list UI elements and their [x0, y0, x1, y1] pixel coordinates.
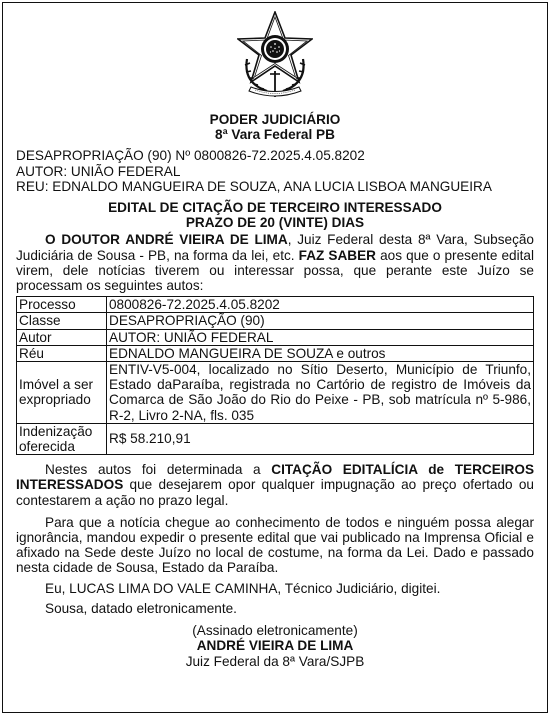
citation-emphasis: CITAÇÃO EDITALÍCIA de TERCEIROS INTERESSADOS	[16, 462, 535, 493]
row-value: ENTIV-V5-004, localizado no Sítio Deserto, Município de Triunfo, Estado daParaíba, registrada no Cartório de registro de Imóveis da Comarca de São João do Rio do Peixe - PB, sob matrícula nº 5-986, R-2, Livro 2-NA, fls. 035	[107, 362, 534, 424]
intro-text-1: , Juiz Federal desta 8ª Vara, Subseção Judiciária de Sousa - PB, na forma da lei, etc.	[16, 232, 534, 263]
case-info	[16, 148, 534, 194]
citation-text-2: que desejarem opor qualquer impugnação ao preço ofertado ou contestarem a ação no prazo legal.	[16, 477, 534, 508]
table-row	[17, 345, 534, 361]
signature-note: (Assinado eletronicamente)	[192, 623, 358, 639]
row-value: DESAPROPRIAÇÃO (90)	[107, 313, 534, 329]
row-label: Indenização oferecida	[17, 423, 107, 454]
place-date-line: Sousa, datado eletronicamente.	[45, 600, 237, 616]
signature-block	[16, 623, 534, 669]
citation-paragraph	[16, 462, 534, 508]
defendant-line: REU: EDNALDO MANGUEIRA DE SOUZA, ANA LUCIA LISBOA MANGUEIRA	[16, 178, 492, 194]
publication-paragraph: Para que a notícia chegue ao conhecimento de todos e ninguém possa alegar ignorância, mandou expedir o presente edital que vai publicado na Imprensa Oficial e afixado na Sede deste Juízo no local de costume, na forma da Lei. Dado e passado nesta cidade de Sousa, Estado da Paraíba.	[16, 514, 534, 576]
institution-name: PODER JUDICIÁRIO	[209, 112, 341, 127]
row-value: R$ 58.210,91	[107, 423, 534, 454]
case-number-line: DESAPROPRIAÇÃO (90) Nº 0800826-72.2025.4.05.8202	[16, 148, 365, 164]
faz-saber: FAZ SABER	[298, 247, 376, 263]
row-label: Autor	[17, 329, 107, 345]
row-label: Processo	[17, 297, 107, 313]
row-value: 0800826-72.2025.4.05.8202	[107, 297, 534, 313]
signer-name: ANDRÉ VIEIRA DE LIMA	[196, 638, 354, 654]
citation-text-1: Nestes autos foi determinada a	[45, 462, 272, 478]
plaintiff-line: AUTOR: UNIÃO FEDERAL	[16, 163, 181, 179]
row-value: AUTOR: UNIÃO FEDERAL	[107, 329, 534, 345]
table-row	[17, 297, 534, 313]
row-label: Classe	[17, 313, 107, 329]
row-value: EDNALDO MANGUEIRA DE SOUZA e outros	[107, 345, 534, 361]
row-label: Réu	[17, 345, 107, 361]
intro-text-2: aos que o presente edital virem, dele notícias tiverem ou interessar possa, que perante este Juízo se processam os seguintes autos:	[16, 247, 534, 294]
intro-paragraph	[16, 232, 534, 293]
typist-line: Eu, LUCAS LIMA DO VALE CAMINHA, Técnico Judiciário, digitei.	[45, 580, 441, 596]
coat-of-arms-emblem	[237, 11, 313, 99]
deadline-line: PRAZO DE 20 (VINTE) DIAS	[185, 215, 365, 231]
case-details-table	[16, 296, 534, 455]
table-row	[17, 313, 534, 329]
edital-title-line: EDITAL DE CITAÇÃO DE TERCEIRO INTERESSADO	[108, 200, 442, 216]
row-label: Imóvel a ser expropriado	[17, 362, 107, 424]
edital-document	[2, 2, 548, 713]
table-row	[17, 423, 534, 454]
judge-name: O DOUTOR ANDRÉ VIEIRA DE LIMA	[45, 232, 288, 248]
table-row	[17, 362, 534, 424]
table-row	[17, 329, 534, 345]
edital-title	[16, 200, 534, 230]
court-name: 8ª Vara Federal PB	[215, 127, 335, 143]
document-header	[16, 112, 534, 142]
signer-role: Juiz Federal da 8ª Vara/SJPB	[185, 653, 365, 669]
